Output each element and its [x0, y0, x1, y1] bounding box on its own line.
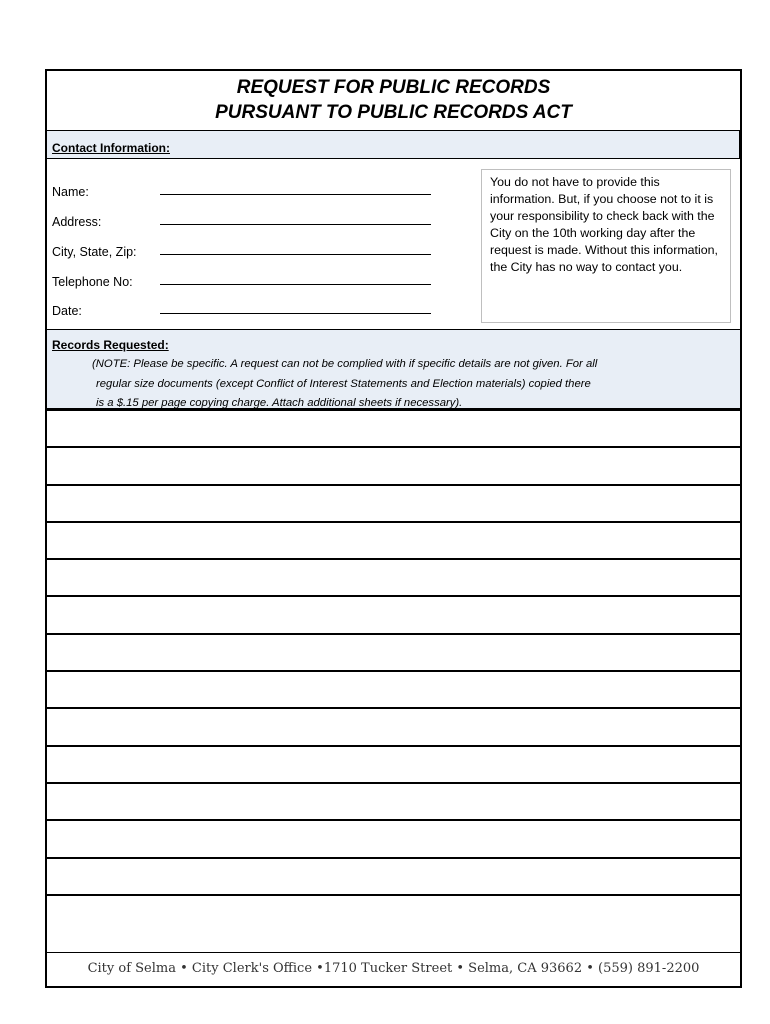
- city-state-zip-field[interactable]: [160, 254, 431, 255]
- request-line[interactable]: [47, 747, 740, 784]
- telephone-field[interactable]: [160, 284, 431, 285]
- date-label: Date:: [52, 304, 82, 318]
- request-line[interactable]: [47, 784, 740, 821]
- request-line[interactable]: [47, 486, 740, 523]
- name-field[interactable]: [160, 194, 431, 195]
- records-requested-heading: Records Requested:: [52, 338, 169, 352]
- request-line[interactable]: [47, 523, 740, 560]
- request-line[interactable]: [47, 635, 740, 672]
- address-label: Address:: [52, 215, 102, 229]
- request-line[interactable]: [47, 859, 740, 896]
- records-note-line-1: (NOTE: Please be specific. A request can not be complied with if specific details are not given. For all: [92, 358, 598, 370]
- contact-information-heading: Contact Information:: [47, 131, 741, 159]
- date-field[interactable]: [160, 313, 431, 314]
- records-note: [92, 355, 692, 414]
- title-line-1: REQUEST FOR PUBLIC RECORDS: [236, 77, 551, 98]
- address-field[interactable]: [160, 224, 431, 225]
- records-requested-section: [47, 330, 740, 411]
- footer-address: City of Selma • City Clerk's Office •1710 Tucker Street • Selma, CA 93662 • (559) 891-2200: [47, 952, 740, 986]
- request-line[interactable]: [47, 560, 740, 597]
- records-note-line-2: regular size documents (except Conflict of Interest Statements and Election materials) copied there: [96, 377, 591, 390]
- contact-note: You do not have to provide this information. But, if you choose not to it is your responsibility to check back with the City on the 10th working day after the request is made. Without this information, the City has no way to contact you.: [481, 169, 731, 323]
- city-state-zip-label: City, State, Zip:: [52, 245, 137, 259]
- request-line[interactable]: [47, 821, 740, 858]
- records-note-line-3: is a $.15 per page copying charge. Attach additional sheets if necessary).: [96, 397, 463, 409]
- request-line[interactable]: [47, 411, 740, 448]
- form-title: [47, 71, 740, 131]
- name-label: Name:: [52, 185, 89, 199]
- title-line-2: PURSUANT TO PUBLIC RECORDS ACT: [215, 102, 572, 123]
- request-line[interactable]: [47, 597, 740, 634]
- records-request-form: [45, 69, 742, 988]
- request-line[interactable]: [47, 896, 740, 933]
- request-line[interactable]: [47, 448, 740, 485]
- contact-information-section: [47, 159, 740, 330]
- telephone-label: Telephone No:: [52, 275, 133, 289]
- request-line[interactable]: [47, 709, 740, 746]
- records-request-lines: [47, 411, 740, 933]
- request-line[interactable]: [47, 672, 740, 709]
